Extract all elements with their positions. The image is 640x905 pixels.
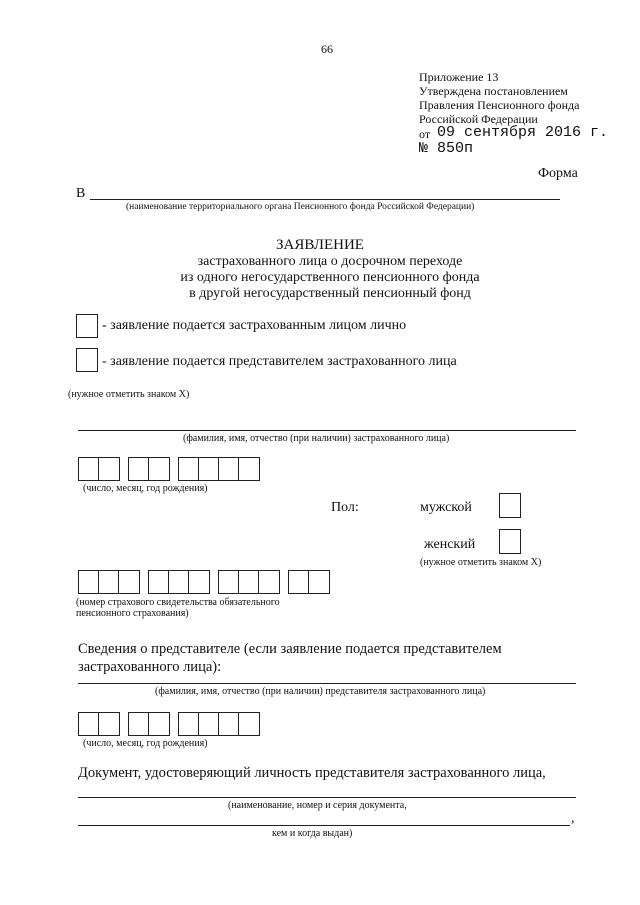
snils-group-2[interactable] <box>148 570 210 594</box>
dob-month[interactable] <box>128 457 170 481</box>
approval-date-prefix: от <box>419 127 431 141</box>
title-line-3: в другой негосударственный пенсионный фонд <box>189 286 471 301</box>
representative-name-caption: (фамилия, имя, отчество (при наличии) представителя застрахованного лица) <box>155 686 486 697</box>
insured-dob-caption: (число, месяц, год рождения) <box>83 483 208 494</box>
snils-group-1[interactable] <box>78 570 140 594</box>
snils-group-3[interactable] <box>218 570 280 594</box>
approval-line-1: Приложение 13 <box>419 70 499 84</box>
approval-line-4: Российской Федерации <box>419 112 538 126</box>
approval-number: № 850п <box>419 140 474 157</box>
to-caption: (наименование территориального органа Пенсионного фонда Российской Федерации) <box>126 202 475 212</box>
rep-dob-year[interactable] <box>178 712 260 736</box>
gender-note: (нужное отметить знаком X) <box>420 557 542 568</box>
representative-submission-checkbox[interactable] <box>76 348 98 372</box>
gender-female-label: женский <box>424 537 476 552</box>
approval-date: 09 сентября 2016 г. <box>437 124 609 141</box>
representative-heading-2: застрахованного лица): <box>78 659 222 675</box>
gender-label: Пол: <box>331 500 359 515</box>
representative-name-line[interactable] <box>78 683 576 684</box>
title-line-1: застрахованного лица о досрочном переходе <box>197 254 463 269</box>
gender-female-checkbox[interactable] <box>499 529 521 554</box>
gender-male-label: мужской <box>420 500 472 515</box>
document-caption: (наименование, номер и серия документа, <box>228 800 407 811</box>
form-label: Форма <box>538 166 578 181</box>
dob-year[interactable] <box>178 457 260 481</box>
issued-caption: кем и когда выдан) <box>272 828 353 839</box>
insured-dob-cells[interactable] <box>78 457 260 481</box>
representative-dob-cells[interactable] <box>78 712 260 736</box>
representative-submission-label: - заявление подается представителем застрахованного лица <box>102 354 457 369</box>
dob-day[interactable] <box>78 457 120 481</box>
representative-dob-caption: (число, месяц, год рождения) <box>83 738 208 749</box>
snils-cells[interactable] <box>78 570 330 594</box>
approval-line-3: Правления Пенсионного фонда <box>419 98 580 112</box>
document-details-line[interactable] <box>78 797 576 798</box>
snils-caption-2: пенсионного страхования) <box>76 608 189 619</box>
representative-heading-1: Сведения о представителе (если заявление подается представителем <box>78 641 502 657</box>
document-issued-comma: , <box>571 811 575 826</box>
to-prefix: В <box>76 186 86 201</box>
personal-submission-checkbox[interactable] <box>76 314 98 338</box>
snils-caption-1: (номер страхового свидетельства обязательного <box>76 597 280 608</box>
gender-male-checkbox[interactable] <box>499 493 521 518</box>
title-line-2: из одного негосударственного пенсионного фонда <box>180 270 480 285</box>
document-issued-line[interactable] <box>78 825 570 826</box>
insured-name-line[interactable] <box>78 430 576 431</box>
insured-name-caption: (фамилия, имя, отчество (при наличии) застрахованного лица) <box>183 433 450 444</box>
submission-note: (нужное отметить знаком X) <box>68 389 190 400</box>
page-number: 66 <box>321 42 333 56</box>
document-heading: Документ, удостоверяющий личность представителя застрахованного лица, <box>78 765 546 781</box>
rep-dob-day[interactable] <box>78 712 120 736</box>
approval-line-2: Утверждена постановлением <box>419 84 568 98</box>
snils-group-4[interactable] <box>288 570 330 594</box>
rep-dob-month[interactable] <box>128 712 170 736</box>
document-title: ЗАЯВЛЕНИЕ <box>276 237 364 253</box>
to-input-line[interactable] <box>90 199 560 200</box>
personal-submission-label: - заявление подается застрахованным лицом лично <box>102 318 407 333</box>
